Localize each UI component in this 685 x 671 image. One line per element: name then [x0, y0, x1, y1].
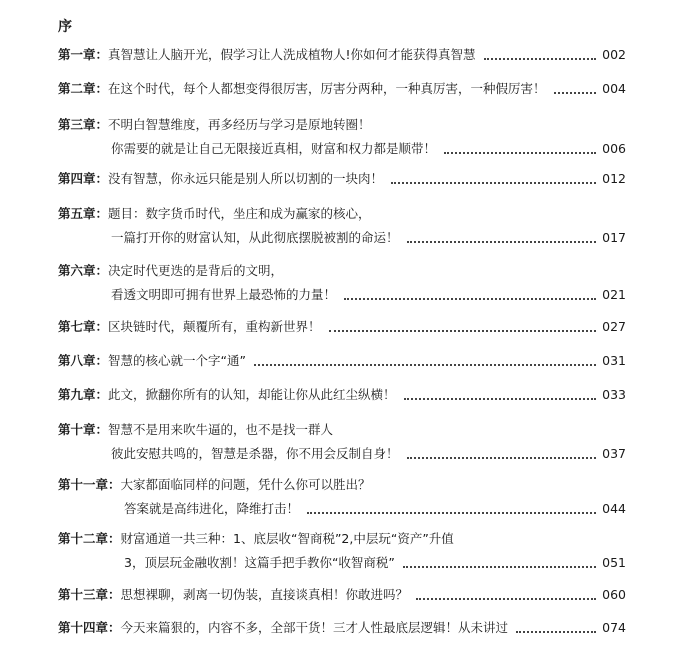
dot-leader — [407, 241, 597, 243]
dot-leader — [416, 598, 596, 600]
chapter-title: 思想裸聊，剥离一切伪装，直接谈真相！你敢进吗？ — [120, 587, 409, 602]
chapter-title: 大家都面临同样的问题，凭什么你可以胜出？ — [120, 477, 371, 492]
dot-leader — [554, 92, 597, 94]
toc-entry[interactable] — [58, 386, 626, 404]
toc-entry[interactable] — [58, 530, 626, 572]
chapter-title: 3，顶层玩金融收割！这篇手把手教你“收智商税” — [124, 555, 395, 570]
chapter-title: 真智慧让人脑开光，假学习让人洗成植物人!你如何才能获得真智慧 — [108, 47, 476, 62]
toc-entry[interactable] — [58, 421, 626, 463]
chapter-title: 财富通道一共三种：1、底层收“智商税”2,中层玩“资产”升值 — [120, 531, 454, 546]
page-number: 037 — [602, 446, 626, 461]
dot-leader — [444, 152, 596, 154]
chapter-title: 不明白智慧维度，再多经历与学习是原地转圈！ — [108, 117, 371, 132]
chapter-title: 今天来篇狠的，内容不多，全部干货！三才人性最底层逻辑！从未讲过 — [120, 620, 509, 635]
toc-entry-line — [58, 530, 626, 548]
chapter-label: 第一章： — [58, 47, 109, 62]
page-number: 021 — [602, 287, 626, 302]
chapter-label: 第七章： — [58, 319, 109, 334]
toc-entry[interactable] — [58, 116, 626, 158]
toc-entry[interactable] — [58, 586, 626, 604]
toc-entry-line — [58, 170, 626, 188]
chapter-title: 你需要的就是让自己无限接近真相，财富和权力都是顺带！ — [111, 141, 437, 156]
page-number: 017 — [602, 230, 626, 245]
chapter-label: 第四章： — [58, 171, 109, 186]
chapter-title: 彼此安慰共鸣的，智慧是杀器，你不用会反制自身！ — [111, 446, 399, 461]
chapter-label: 第八章： — [58, 353, 109, 368]
toc-entry-line — [58, 386, 626, 404]
page-number: 002 — [602, 47, 626, 62]
toc-entry[interactable] — [58, 46, 626, 64]
page-number: 060 — [602, 587, 626, 602]
page-number: 074 — [602, 620, 626, 635]
toc-entry-line — [58, 421, 626, 439]
toc-entry-line — [58, 229, 626, 247]
toc-entry-line — [58, 140, 626, 158]
toc-entry-line — [58, 586, 626, 604]
chapter-label: 第十二章： — [58, 531, 121, 546]
chapter-title: 一篇打开你的财富认知，从此彻底摆脱被割的命运！ — [111, 230, 399, 245]
page-number: 033 — [602, 387, 626, 402]
chapter-title: 智慧的核心就一个字“通” — [108, 353, 246, 368]
toc-entry-line — [58, 352, 626, 370]
toc-entry-line — [58, 205, 626, 223]
toc-entry-line — [58, 46, 626, 64]
chapter-title: 此文，掀翻你所有的认知，却能让你从此红尘纵横！ — [108, 387, 396, 402]
toc-entry-line — [58, 318, 626, 336]
toc-entry-line — [58, 80, 626, 98]
chapter-label: 第十一章： — [58, 477, 121, 492]
page-number: 004 — [602, 81, 626, 96]
toc-entry-line — [58, 500, 626, 518]
page-number: 031 — [602, 353, 626, 368]
toc-entry-line — [58, 619, 626, 637]
page-number: 044 — [602, 501, 626, 516]
chapter-title: 题目：数字货币时代，坐庄和成为赢家的核心， — [108, 206, 371, 221]
chapter-label: 第六章： — [58, 263, 109, 278]
chapter-title: 决定时代更迭的是背后的文明， — [108, 263, 284, 278]
chapter-label: 第十四章： — [58, 620, 121, 635]
toc-entry-line — [58, 445, 626, 463]
toc-entry-line — [58, 286, 626, 304]
toc-entry-line — [58, 554, 626, 572]
chapter-label: 第十三章： — [58, 587, 121, 602]
toc-entry[interactable] — [58, 205, 626, 247]
preface-heading: 序 — [58, 19, 73, 35]
toc-entry[interactable] — [58, 262, 626, 304]
toc-entry[interactable] — [58, 476, 626, 518]
dot-leader — [344, 298, 596, 300]
dot-leader — [391, 182, 596, 184]
toc-entry[interactable] — [58, 318, 626, 336]
toc-entry[interactable] — [58, 80, 626, 98]
page-number: 012 — [602, 171, 626, 186]
dot-leader — [516, 631, 596, 633]
toc-entry[interactable] — [58, 352, 626, 370]
chapter-title: 在这个时代，每个人都想变得很厉害，厉害分两种，一种真厉害，一种假厉害！ — [108, 81, 546, 96]
page-number: 006 — [602, 141, 626, 156]
toc-entry-line — [58, 476, 626, 494]
chapter-title: 没有智慧，你永远只能是别人所以切割的一块肉！ — [108, 171, 384, 186]
page-number: 051 — [602, 555, 626, 570]
toc-entry-line — [58, 116, 626, 134]
toc-entry[interactable] — [58, 170, 626, 188]
chapter-title: 答案就是高纬进化，降维打击！ — [124, 501, 300, 516]
chapter-label: 第九章： — [58, 387, 109, 402]
chapter-title: 看透文明即可拥有世界上最恐怖的力量！ — [111, 287, 337, 302]
dot-leader — [329, 330, 597, 332]
toc-entry[interactable] — [58, 619, 626, 637]
dot-leader — [307, 512, 596, 514]
chapter-label: 第三章： — [58, 117, 109, 132]
chapter-label: 第二章： — [58, 81, 109, 96]
dot-leader — [407, 457, 597, 459]
dot-leader — [254, 364, 596, 366]
chapter-title: 区块链时代，颠覆所有，重构新世界！ — [108, 319, 321, 334]
chapter-label: 第五章： — [58, 206, 109, 221]
chapter-label: 第十章： — [58, 422, 109, 437]
toc-entry-line — [58, 262, 626, 280]
chapter-title: 智慧不是用来吹牛逼的，也不是找一群人 — [108, 422, 334, 437]
dot-leader — [404, 398, 597, 400]
dot-leader — [484, 58, 597, 60]
dot-leader — [403, 566, 596, 568]
page-number: 027 — [602, 319, 626, 334]
